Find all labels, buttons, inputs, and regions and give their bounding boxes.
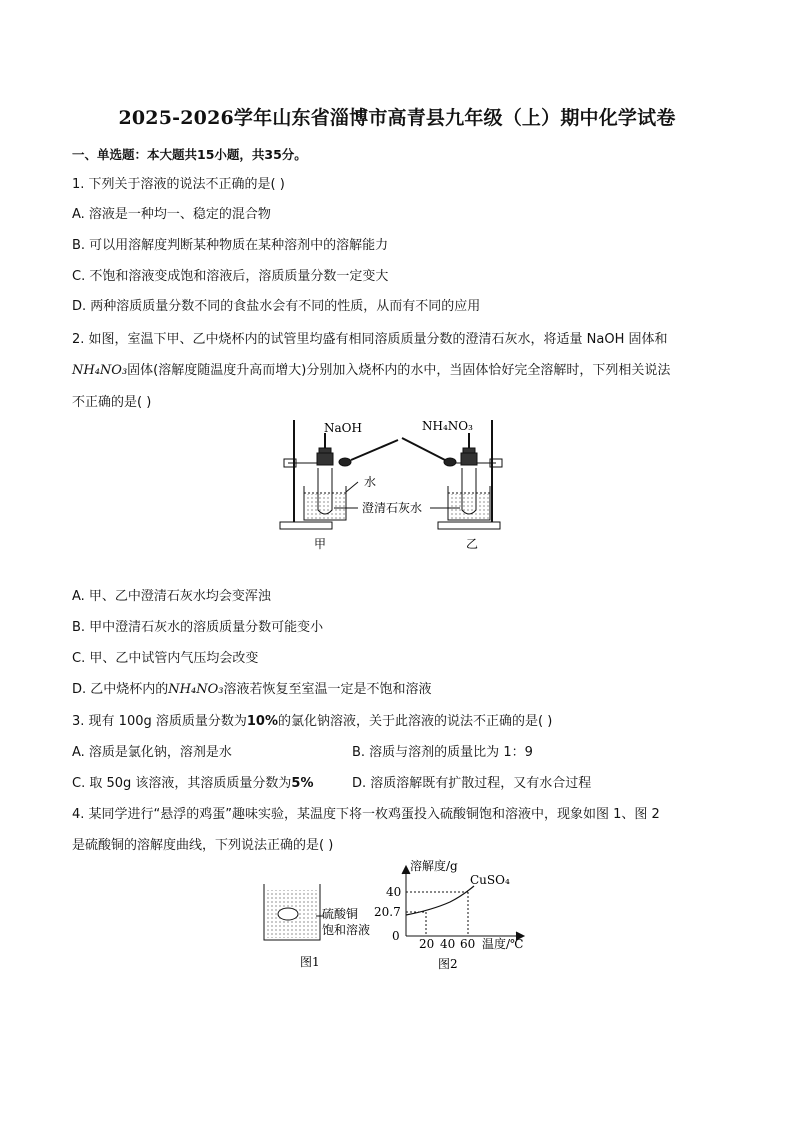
q3-stem-bold: 10% bbox=[246, 714, 278, 729]
q2-option-a: A. 甲、乙中澄清石灰水均会变浑浊 bbox=[72, 589, 271, 604]
q3-stem bbox=[72, 713, 552, 731]
fig2-ytick-20-7: 20.7 bbox=[374, 905, 401, 919]
fig2-xtick-40: 40 bbox=[440, 937, 456, 951]
q1-stem: 1. 下列关于溶液的说法不正确的是( ) bbox=[72, 177, 285, 192]
fig2-xtick-20: 20 bbox=[419, 937, 435, 951]
q2-option-d bbox=[72, 681, 431, 699]
q3-option-c bbox=[72, 775, 313, 793]
q2-stem-rest: 固体(溶解度随温度升高而增大)分别加入烧杯内的水中，当固体恰好完全溶解时，下列相关说法 bbox=[127, 363, 671, 378]
page-title: 2025-2026学年山东省淄博市高青县九年级（上）期中化学试卷 bbox=[118, 107, 676, 129]
q2-formula: NH₄NO₃ bbox=[72, 363, 128, 378]
nh4no3-label: NH₄NO₃ bbox=[422, 419, 473, 433]
q1-option-a: A. 溶液是一种均一、稳定的混合物 bbox=[72, 207, 271, 222]
q3-c-bold: 5% bbox=[291, 776, 314, 791]
fig2-xtick-60: 60 bbox=[460, 937, 476, 951]
fig2-ytick-0: 0 bbox=[392, 929, 400, 943]
q2-d-post: 溶液若恢复至室温一定是不饱和溶液 bbox=[223, 682, 432, 697]
q3-stem-post: 的氯化钠溶液，关于此溶液的说法不正确的是( ) bbox=[278, 714, 553, 729]
q2-option-b: B. 甲中澄清石灰水的溶质质量分数可能变小 bbox=[72, 620, 324, 635]
q2-option-c: C. 甲、乙中试管内气压均会改变 bbox=[72, 651, 259, 666]
q3-option-d: D. 溶质溶解既有扩散过程，又有水合过程 bbox=[352, 776, 592, 791]
fig2-caption: 图2 bbox=[438, 957, 458, 971]
egg-shape bbox=[278, 908, 298, 920]
q3-c-pre: C. 取 50g 该溶液，其溶质质量分数为 bbox=[72, 776, 292, 791]
q2-figure bbox=[270, 408, 530, 560]
q2-stem-line1: 2. 如图，室温下甲、乙中烧杯内的试管里均盛有相同溶质质量分数的澄清石灰水，将适量 NaOH 固体和 bbox=[72, 332, 668, 347]
q3-option-b: B. 溶质与溶剂的质量比为 1：9 bbox=[352, 745, 533, 760]
fig2-ytick-40: 40 bbox=[386, 885, 402, 899]
fig1-label-2: 饱和溶液 bbox=[322, 923, 371, 937]
yi-label: 乙 bbox=[466, 537, 479, 551]
q2-stem-line3: 不正确的是( ) bbox=[72, 395, 152, 410]
q2-stem-line2 bbox=[72, 362, 670, 380]
jia-label: 甲 bbox=[314, 537, 327, 551]
water-label: 水 bbox=[364, 475, 377, 489]
q4-stem-line2: 是硫酸铜的溶解度曲线，下列说法正确的是( ) bbox=[72, 838, 334, 853]
fig2-ylabel: 溶解度/g bbox=[410, 859, 458, 873]
fig1-label-1: 硫酸铜 bbox=[322, 907, 359, 921]
limewater-label: 澄清石灰水 bbox=[362, 501, 423, 515]
q1-option-d: D. 两种溶质质量分数不同的食盐水会有不同的性质，从而有不同的应用 bbox=[72, 299, 481, 314]
q2-d-formula: NH₄NO₃ bbox=[168, 682, 224, 697]
fig1-caption: 图1 bbox=[300, 955, 320, 969]
q4-stem-line1: 4. 某同学进行“悬浮的鸡蛋”趣味实验，某温度下将一枚鸡蛋投入硫酸铜饱和溶液中，现象如图 1、图 2 bbox=[72, 807, 660, 822]
fig2-xlabel: 温度/℃ bbox=[482, 937, 524, 951]
solubility-curve bbox=[406, 886, 474, 915]
q3-option-a: A. 溶质是氯化钠，溶剂是水 bbox=[72, 745, 232, 760]
q1-option-c: C. 不饱和溶液变成饱和溶液后，溶质质量分数一定变大 bbox=[72, 269, 389, 284]
section-heading: 一、单选题：本大题共15小题，共35分。 bbox=[72, 147, 307, 162]
q3-stem-pre: 3. 现有 100g 溶质质量分数为 bbox=[72, 714, 247, 729]
q1-option-b: B. 可以用溶解度判断某种物质在某种溶剂中的溶解能力 bbox=[72, 238, 389, 253]
naoh-label: NaOH bbox=[324, 421, 362, 435]
q4-figure-2 bbox=[362, 858, 542, 974]
q2-d-pre: D. 乙中烧杯内的 bbox=[72, 682, 169, 697]
fig2-series: CuSO₄ bbox=[470, 873, 510, 887]
